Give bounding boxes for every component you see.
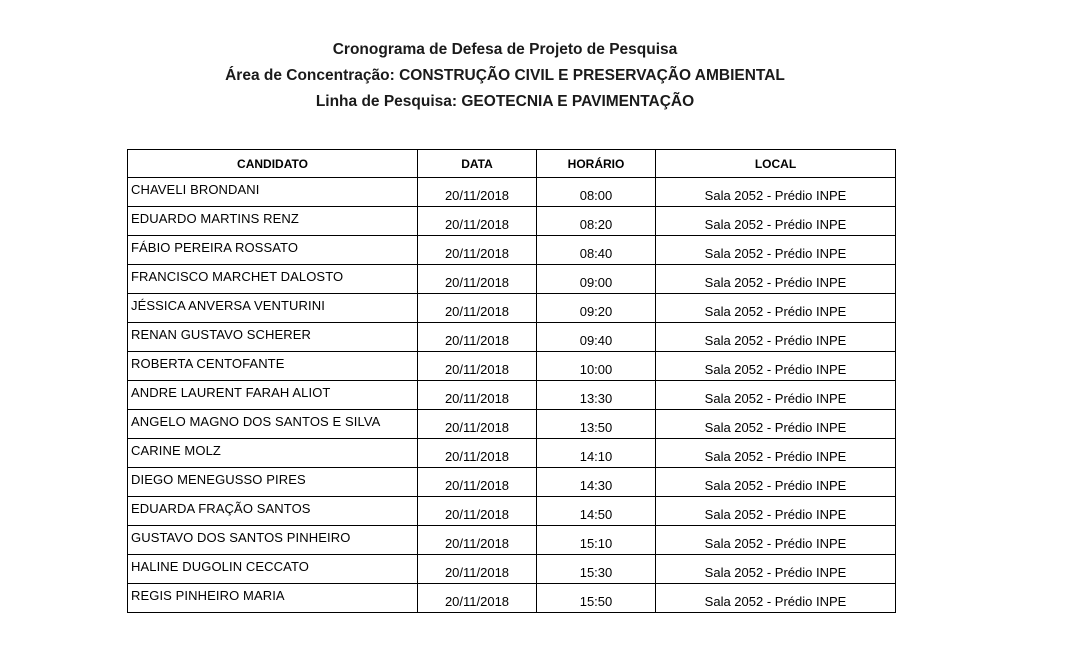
table-row [128,584,896,613]
local-cell: Sala 2052 - Prédio INPE [656,410,896,439]
date-cell: 20/11/2018 [418,352,537,381]
time-cell: 14:30 [537,468,656,497]
date-cell: 20/11/2018 [418,294,537,323]
date-cell: 20/11/2018 [418,439,537,468]
date-cell: 20/11/2018 [418,265,537,294]
document-title: Cronograma de Defesa de Projeto de Pesquisa [332,41,678,58]
candidate-cell: JÉSSICA ANVERSA VENTURINI [128,294,418,323]
candidate-cell: GUSTAVO DOS SANTOS PINHEIRO [128,526,418,555]
candidate-cell: HALINE DUGOLIN CECCATO [128,555,418,584]
time-cell: 09:40 [537,323,656,352]
table-row [128,265,896,294]
time-cell: 13:30 [537,381,656,410]
date-cell: 20/11/2018 [418,468,537,497]
date-cell: 20/11/2018 [418,178,537,207]
time-cell: 09:00 [537,265,656,294]
table-row [128,294,896,323]
time-cell: 08:20 [537,207,656,236]
area-concentracao-subtitle: Área de Concentração: CONSTRUÇÃO CIVIL E PRESERVAÇÃO AMBIENTAL [225,67,785,84]
table-row [128,207,896,236]
local-cell: Sala 2052 - Prédio INPE [656,236,896,265]
time-cell: 08:00 [537,178,656,207]
local-cell: Sala 2052 - Prédio INPE [656,294,896,323]
local-cell: Sala 2052 - Prédio INPE [656,381,896,410]
candidate-cell: ANGELO MAGNO DOS SANTOS E SILVA [128,410,418,439]
column-header-data: DATA [418,150,537,178]
date-cell: 20/11/2018 [418,236,537,265]
local-cell: Sala 2052 - Prédio INPE [656,584,896,613]
local-cell: Sala 2052 - Prédio INPE [656,207,896,236]
table-row [128,178,896,207]
schedule-table-container [127,149,896,613]
candidate-cell: CARINE MOLZ [128,439,418,468]
table-row [128,381,896,410]
date-cell: 20/11/2018 [418,555,537,584]
time-cell: 14:10 [537,439,656,468]
local-cell: Sala 2052 - Prédio INPE [656,178,896,207]
table-row [128,555,896,584]
local-cell: Sala 2052 - Prédio INPE [656,323,896,352]
column-header-candidato: CANDIDATO [128,150,418,178]
candidate-cell: FÁBIO PEREIRA ROSSATO [128,236,418,265]
table-row [128,236,896,265]
table-row [128,352,896,381]
candidate-cell: ANDRE LAURENT FARAH ALIOT [128,381,418,410]
date-cell: 20/11/2018 [418,526,537,555]
local-cell: Sala 2052 - Prédio INPE [656,352,896,381]
table-row [128,439,896,468]
local-cell: Sala 2052 - Prédio INPE [656,526,896,555]
local-cell: Sala 2052 - Prédio INPE [656,468,896,497]
candidate-cell: DIEGO MENEGUSSO PIRES [128,468,418,497]
candidate-cell: ROBERTA CENTOFANTE [128,352,418,381]
time-cell: 15:50 [537,584,656,613]
time-cell: 10:00 [537,352,656,381]
date-cell: 20/11/2018 [418,323,537,352]
table-row [128,497,896,526]
schedule-table [127,149,896,613]
candidate-cell: EDUARDO MARTINS RENZ [128,207,418,236]
table-row [128,410,896,439]
time-cell: 14:50 [537,497,656,526]
time-cell: 13:50 [537,410,656,439]
candidate-cell: RENAN GUSTAVO SCHERER [128,323,418,352]
time-cell: 15:30 [537,555,656,584]
candidate-cell: CHAVELI BRONDANI [128,178,418,207]
table-row [128,323,896,352]
candidate-cell: EDUARDA FRAÇÃO SANTOS [128,497,418,526]
date-cell: 20/11/2018 [418,497,537,526]
document-header [121,0,889,115]
date-cell: 20/11/2018 [418,584,537,613]
local-cell: Sala 2052 - Prédio INPE [656,497,896,526]
table-header-row [128,150,896,178]
local-cell: Sala 2052 - Prédio INPE [656,265,896,294]
local-cell: Sala 2052 - Prédio INPE [656,439,896,468]
table-row [128,468,896,497]
table-body [128,178,896,613]
table-row [128,526,896,555]
local-cell: Sala 2052 - Prédio INPE [656,555,896,584]
linha-pesquisa-subtitle: Linha de Pesquisa: GEOTECNIA E PAVIMENTAÇÃO [315,93,695,110]
date-cell: 20/11/2018 [418,410,537,439]
candidate-cell: FRANCISCO MARCHET DALOSTO [128,265,418,294]
date-cell: 20/11/2018 [418,381,537,410]
date-cell: 20/11/2018 [418,207,537,236]
column-header-horario: HORÁRIO [537,150,656,178]
time-cell: 08:40 [537,236,656,265]
column-header-local: LOCAL [656,150,896,178]
candidate-cell: REGIS PINHEIRO MARIA [128,584,418,613]
time-cell: 09:20 [537,294,656,323]
time-cell: 15:10 [537,526,656,555]
